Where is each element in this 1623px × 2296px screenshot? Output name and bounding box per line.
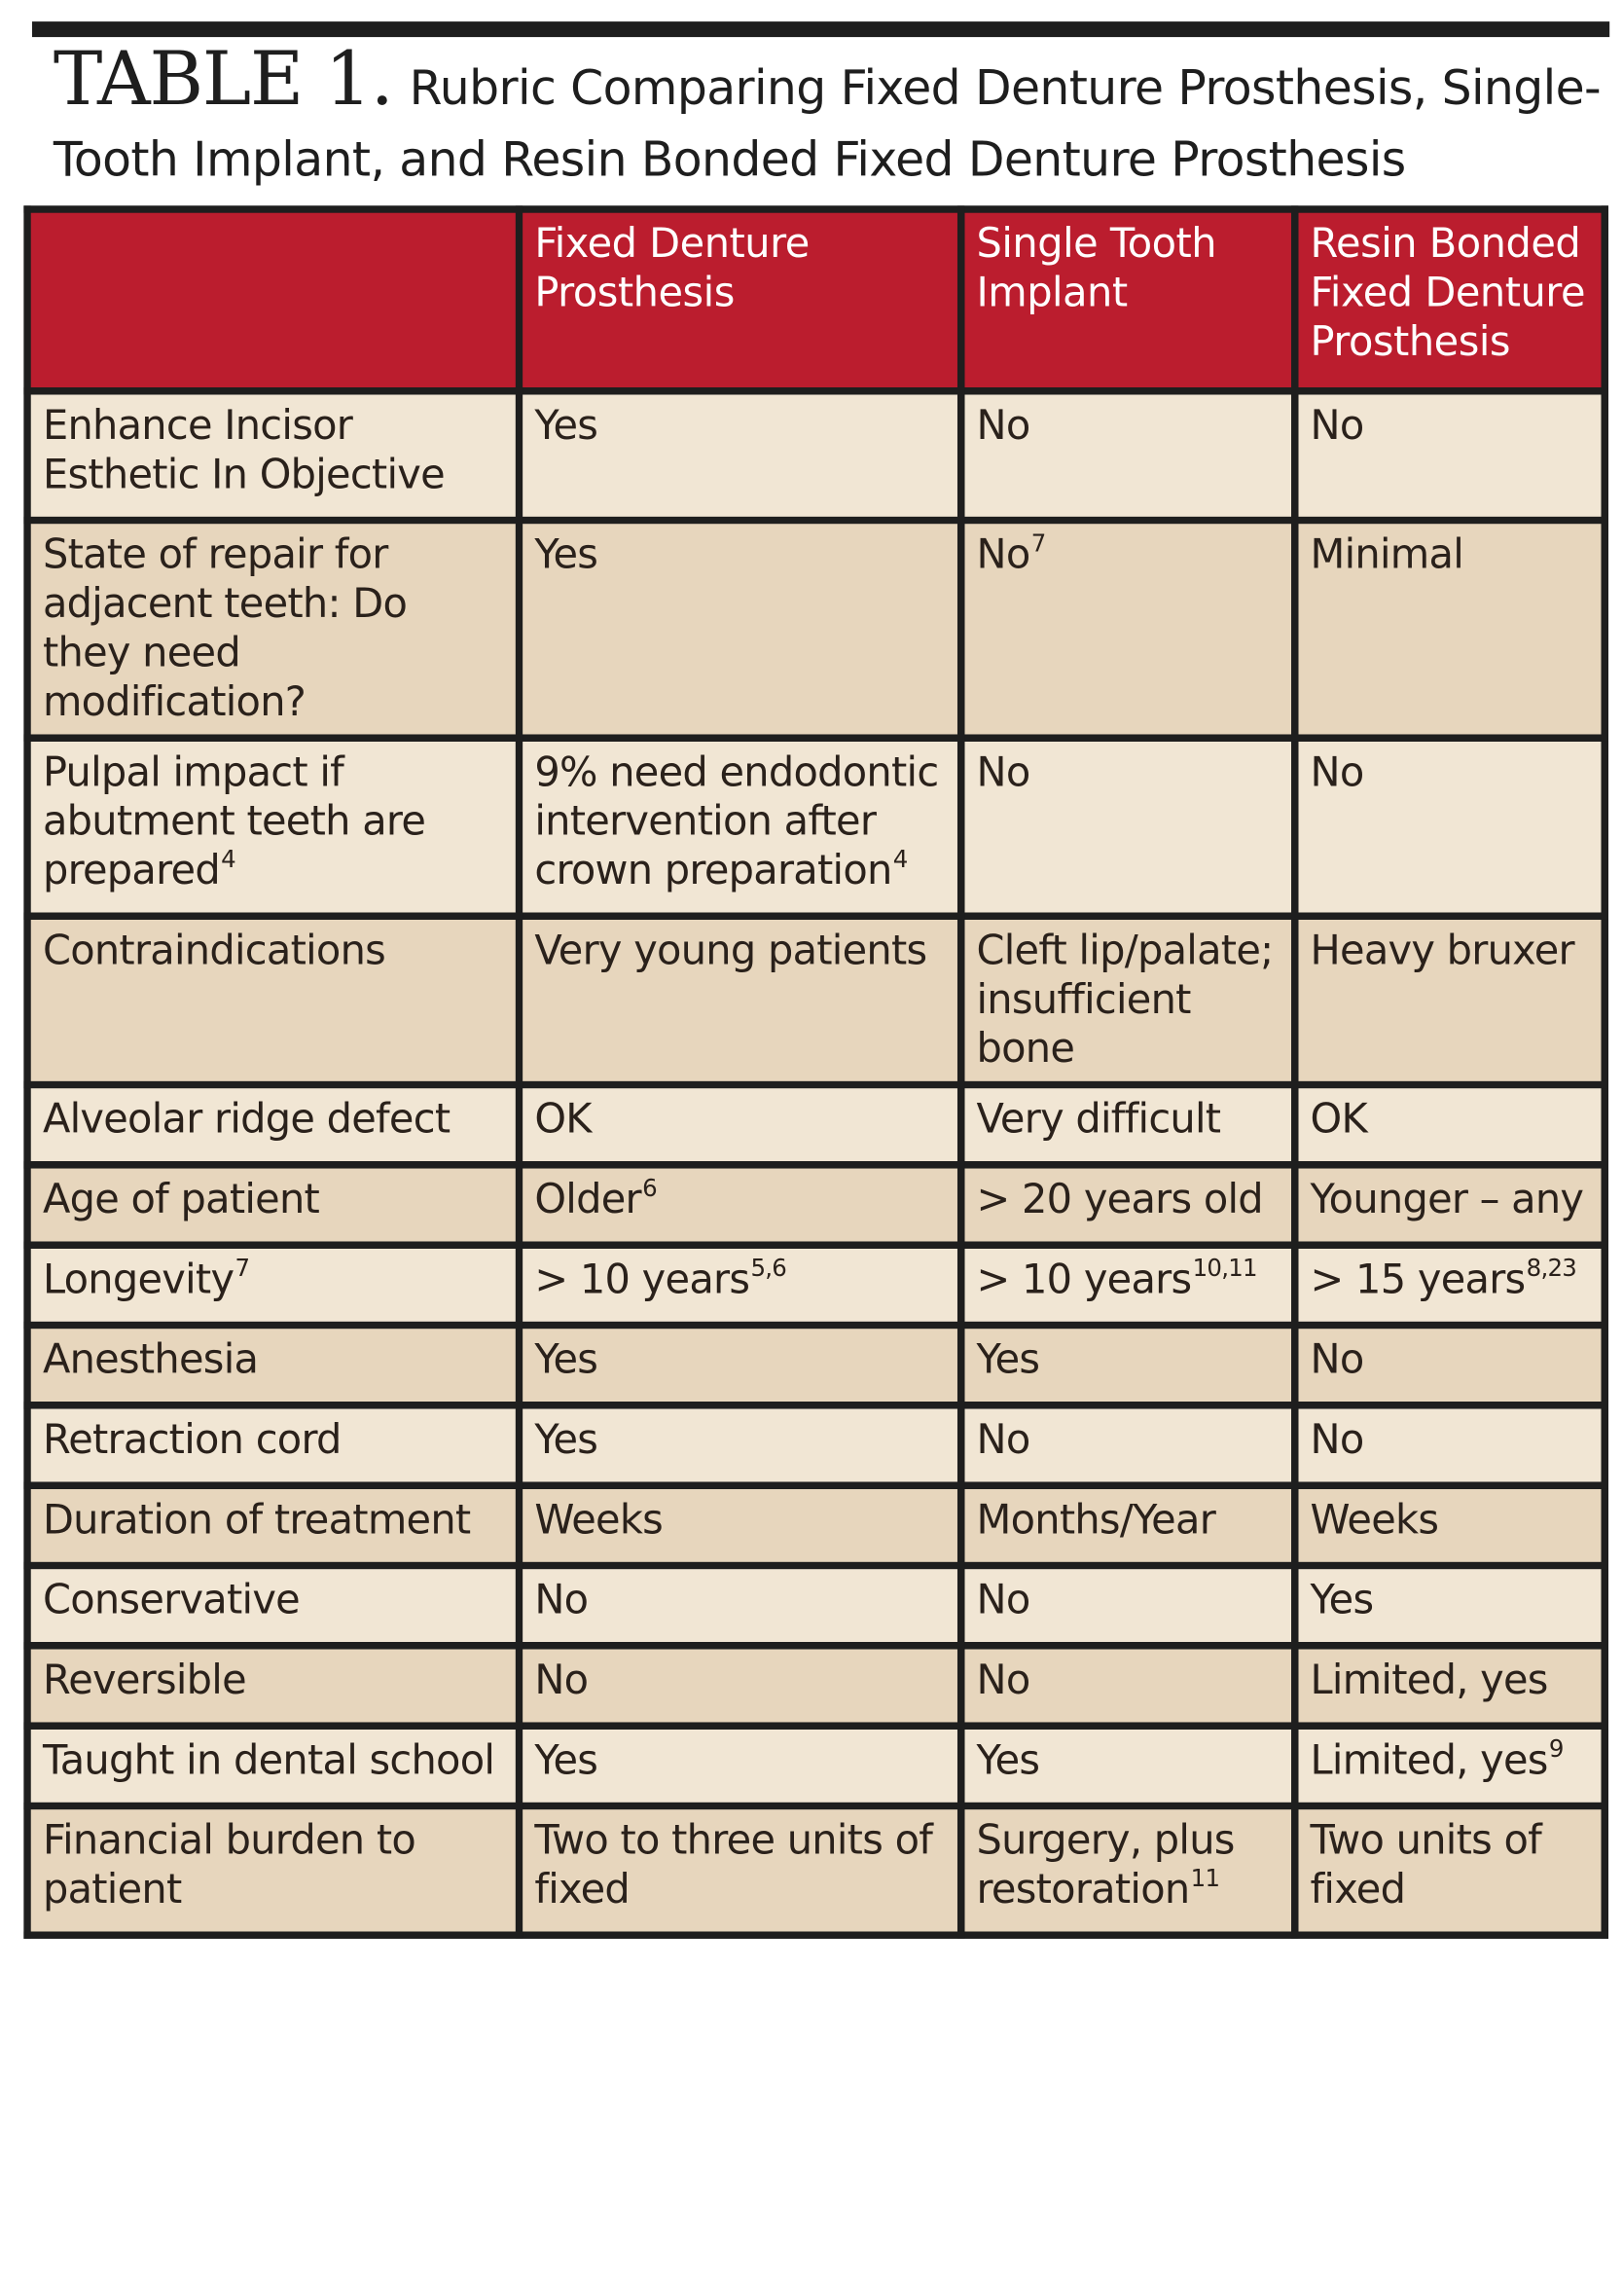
cell-footnote-ref: 6 bbox=[642, 1173, 657, 1202]
cell-text: > 20 years old bbox=[976, 1175, 1263, 1224]
cell-text: 9% need endodontic intervention after crown preparation bbox=[534, 748, 939, 895]
criterion-text: Duration of treatment bbox=[42, 1496, 471, 1545]
cell-text: Very young patients bbox=[534, 927, 927, 975]
cell-text: Months/Year bbox=[976, 1496, 1216, 1545]
single-tooth-implant-cell bbox=[961, 738, 1295, 916]
resin-bonded-cell bbox=[1295, 1646, 1605, 1726]
resin-bonded-cell bbox=[1295, 391, 1605, 521]
resin-bonded-cell bbox=[1295, 1085, 1605, 1165]
cell-text: > 15 years bbox=[1310, 1256, 1526, 1304]
cell-text: Yes bbox=[534, 1335, 598, 1384]
cell-text: > 10 years bbox=[534, 1256, 750, 1304]
resin-bonded-cell bbox=[1295, 1405, 1605, 1485]
fixed-denture-cell bbox=[519, 391, 960, 521]
resin-bonded-cell bbox=[1295, 1726, 1605, 1805]
table-row bbox=[27, 916, 1605, 1084]
table-body bbox=[27, 391, 1605, 1935]
single-tooth-implant-cell bbox=[961, 1726, 1295, 1805]
fixed-denture-cell bbox=[519, 1405, 960, 1485]
cell-text: No bbox=[976, 401, 1030, 451]
cell-text: Two to three units of fixed bbox=[534, 1816, 933, 1914]
fixed-denture-cell bbox=[519, 521, 960, 739]
criterion-cell bbox=[27, 391, 519, 521]
table-row bbox=[27, 1805, 1605, 1935]
fixed-denture-cell bbox=[519, 1646, 960, 1726]
criterion-text: Financial burden to patient bbox=[42, 1816, 416, 1914]
header-cell-empty bbox=[27, 209, 519, 391]
table-row bbox=[27, 1565, 1605, 1645]
header-row bbox=[27, 209, 1605, 391]
cell-text: Yes bbox=[976, 1335, 1040, 1384]
table-row bbox=[27, 1405, 1605, 1485]
cell-footnote-ref: 5,6 bbox=[750, 1253, 787, 1283]
criterion-text: Taught in dental school bbox=[42, 1736, 495, 1785]
criterion-footnote-ref: 4 bbox=[221, 844, 235, 874]
criterion-text: Alveolar ridge defect bbox=[42, 1095, 451, 1144]
criterion-text: Pulpal impact if abutment teeth are prepared bbox=[42, 748, 426, 895]
criterion-cell bbox=[27, 1485, 519, 1565]
criterion-text: Anesthesia bbox=[42, 1335, 259, 1384]
resin-bonded-cell bbox=[1295, 1565, 1605, 1645]
header-cell-fixed-denture: Fixed Denture Prosthesis bbox=[519, 209, 960, 391]
fixed-denture-cell bbox=[519, 1165, 960, 1245]
cell-text: Two units of fixed bbox=[1310, 1816, 1542, 1914]
cell-footnote-ref: 8,23 bbox=[1526, 1253, 1577, 1283]
cell-text: No bbox=[976, 530, 1030, 579]
cell-text: Yes bbox=[534, 1736, 598, 1785]
cell-text: Yes bbox=[534, 530, 598, 579]
criterion-cell bbox=[27, 521, 519, 739]
fixed-denture-cell bbox=[519, 1485, 960, 1565]
cell-text: No bbox=[534, 1656, 589, 1705]
table-row bbox=[27, 1245, 1605, 1325]
criterion-text: Contraindications bbox=[42, 927, 386, 975]
criterion-cell bbox=[27, 1405, 519, 1485]
header-cell-single-tooth-implant: Single Tooth Implant bbox=[961, 209, 1295, 391]
single-tooth-implant-cell bbox=[961, 1805, 1295, 1935]
fixed-denture-cell bbox=[519, 1565, 960, 1645]
fixed-denture-cell bbox=[519, 738, 960, 916]
single-tooth-implant-cell bbox=[961, 1245, 1295, 1325]
cell-text: Yes bbox=[534, 401, 598, 451]
criterion-text: Longevity bbox=[42, 1256, 234, 1304]
resin-bonded-cell bbox=[1295, 1485, 1605, 1565]
cell-text: > 10 years bbox=[976, 1256, 1192, 1304]
table-row bbox=[27, 1165, 1605, 1245]
single-tooth-implant-cell bbox=[961, 1085, 1295, 1165]
cell-text: OK bbox=[534, 1095, 592, 1144]
fixed-denture-cell bbox=[519, 1326, 960, 1405]
cell-text: No bbox=[1310, 748, 1364, 797]
table-row bbox=[27, 738, 1605, 916]
cell-text: Limited, yes bbox=[1310, 1656, 1548, 1705]
cell-text: Heavy bruxer bbox=[1310, 927, 1574, 975]
single-tooth-implant-cell bbox=[961, 1165, 1295, 1245]
single-tooth-implant-cell bbox=[961, 916, 1295, 1084]
table-row bbox=[27, 1646, 1605, 1726]
single-tooth-implant-cell bbox=[961, 1485, 1295, 1565]
fixed-denture-cell bbox=[519, 1245, 960, 1325]
single-tooth-implant-cell bbox=[961, 1326, 1295, 1405]
table-row bbox=[27, 1726, 1605, 1805]
fixed-denture-cell bbox=[519, 1805, 960, 1935]
cell-text: Older bbox=[534, 1175, 641, 1224]
cell-footnote-ref: 10,11 bbox=[1192, 1253, 1257, 1283]
rubric-table bbox=[23, 205, 1608, 1939]
cell-text: Yes bbox=[976, 1736, 1040, 1785]
resin-bonded-cell bbox=[1295, 1245, 1605, 1325]
resin-bonded-cell bbox=[1295, 521, 1605, 739]
criterion-cell bbox=[27, 1565, 519, 1645]
criterion-cell bbox=[27, 1165, 519, 1245]
fixed-denture-cell bbox=[519, 1726, 960, 1805]
criterion-cell bbox=[27, 1805, 519, 1935]
criterion-cell bbox=[27, 1646, 519, 1726]
resin-bonded-cell bbox=[1295, 1805, 1605, 1935]
cell-text: No bbox=[1310, 401, 1364, 451]
cell-text: OK bbox=[1310, 1095, 1367, 1144]
header-cell-resin-bonded: Resin Bonded Fixed Denture Prosthesis bbox=[1295, 209, 1605, 391]
criterion-text: Reversible bbox=[42, 1656, 246, 1705]
cell-text: Surgery, plus restoration bbox=[976, 1816, 1235, 1914]
table-row bbox=[27, 521, 1605, 739]
cell-text: No bbox=[976, 748, 1030, 797]
fixed-denture-cell bbox=[519, 1085, 960, 1165]
criterion-cell bbox=[27, 738, 519, 916]
resin-bonded-cell bbox=[1295, 1326, 1605, 1405]
cell-text: Minimal bbox=[1310, 530, 1464, 579]
table-title: Rubric Comparing Fixed Denture Prosthesis, Single-Tooth Implant, and Resin Bonded Fixed Denture Prosthesis bbox=[53, 60, 1602, 188]
cell-text: Limited, yes bbox=[1310, 1736, 1548, 1785]
table-row bbox=[27, 1326, 1605, 1405]
single-tooth-implant-cell bbox=[961, 1646, 1295, 1726]
table-row bbox=[27, 1485, 1605, 1565]
resin-bonded-cell bbox=[1295, 916, 1605, 1084]
cell-footnote-ref: 4 bbox=[892, 844, 908, 874]
cell-text: Cleft lip/palate; insufficient bone bbox=[976, 927, 1274, 1074]
fixed-denture-cell bbox=[519, 916, 960, 1084]
table-row bbox=[27, 391, 1605, 521]
table-number: TABLE 1. bbox=[53, 34, 393, 123]
cell-footnote-ref: 11 bbox=[1190, 1863, 1220, 1892]
cell-text: No bbox=[1310, 1335, 1364, 1384]
criterion-cell bbox=[27, 916, 519, 1084]
cell-text: Younger – any bbox=[1310, 1175, 1584, 1224]
cell-text: Weeks bbox=[534, 1496, 664, 1545]
table-row bbox=[27, 1085, 1605, 1165]
criterion-text: Retraction cord bbox=[42, 1415, 342, 1465]
cell-text: No bbox=[1310, 1415, 1364, 1465]
criterion-cell bbox=[27, 1326, 519, 1405]
single-tooth-implant-cell bbox=[961, 391, 1295, 521]
single-tooth-implant-cell bbox=[961, 521, 1295, 739]
single-tooth-implant-cell bbox=[961, 1565, 1295, 1645]
single-tooth-implant-cell bbox=[961, 1405, 1295, 1485]
resin-bonded-cell bbox=[1295, 1165, 1605, 1245]
criterion-text: Age of patient bbox=[42, 1175, 320, 1224]
cell-text: Weeks bbox=[1310, 1496, 1439, 1545]
cell-text: Very difficult bbox=[976, 1095, 1221, 1144]
cell-text: Yes bbox=[534, 1415, 598, 1465]
cell-text: No bbox=[976, 1415, 1030, 1465]
cell-text: No bbox=[976, 1576, 1030, 1624]
cell-text: No bbox=[534, 1576, 589, 1624]
criterion-cell bbox=[27, 1726, 519, 1805]
criterion-footnote-ref: 7 bbox=[234, 1253, 250, 1283]
criterion-cell bbox=[27, 1085, 519, 1165]
cell-footnote-ref: 9 bbox=[1548, 1733, 1564, 1764]
cell-text: Yes bbox=[1310, 1576, 1374, 1624]
cell-text: No bbox=[976, 1656, 1030, 1705]
resin-bonded-cell bbox=[1295, 738, 1605, 916]
table-caption bbox=[53, 34, 1609, 200]
criterion-cell bbox=[27, 1245, 519, 1325]
cell-footnote-ref: 7 bbox=[1030, 528, 1046, 558]
criterion-text: State of repair for adjacent teeth: Do they need modification? bbox=[42, 530, 408, 726]
criterion-text: Enhance Incisor Esthetic In Objective bbox=[42, 401, 445, 499]
criterion-text: Conservative bbox=[42, 1576, 300, 1624]
